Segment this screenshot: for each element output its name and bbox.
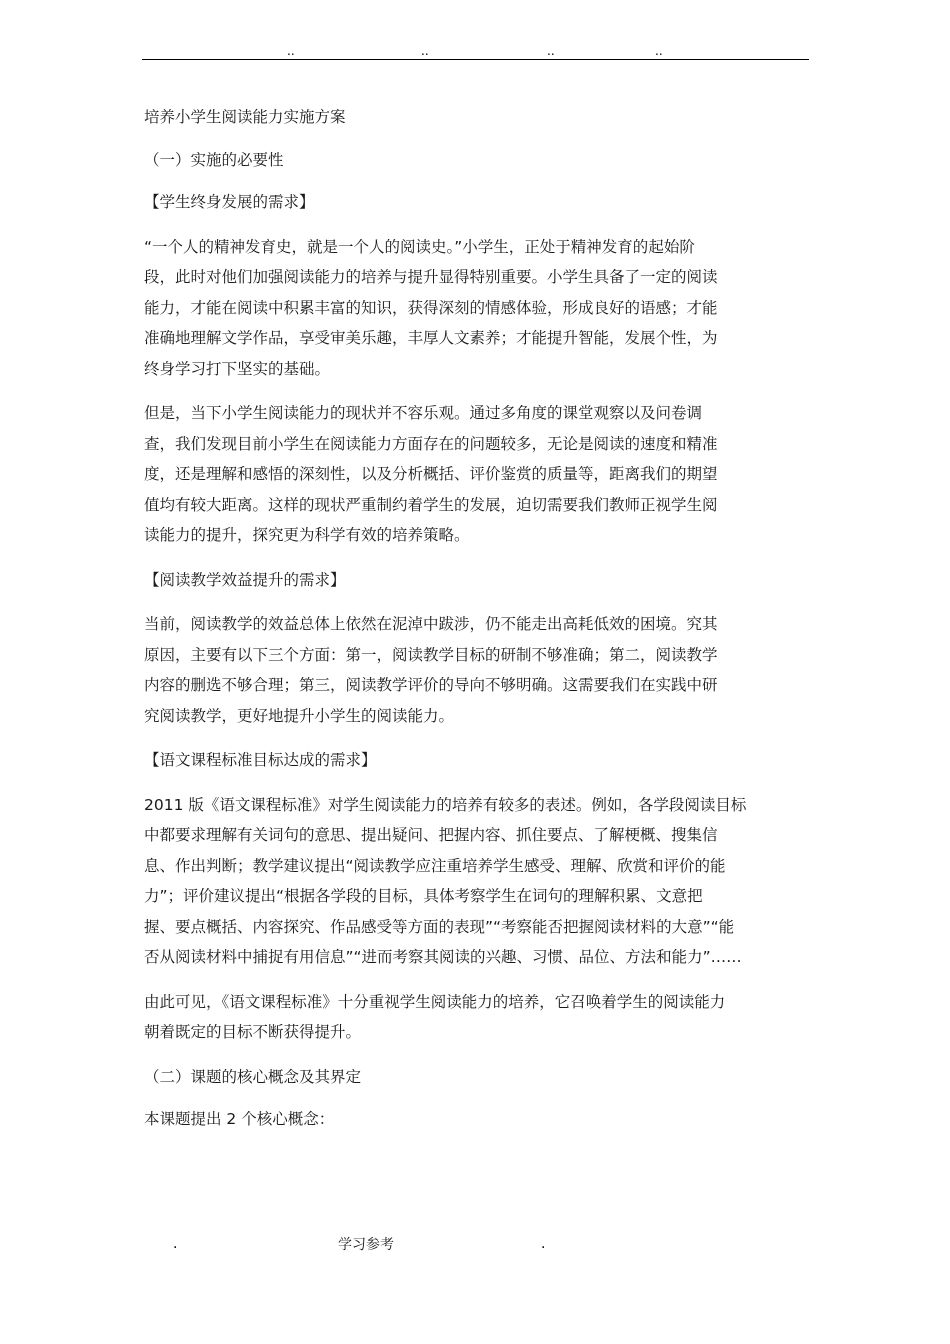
paragraph-current-status bbox=[144, 398, 808, 551]
paragraph-line: 中都要求理解有关词句的意思、提出疑问、把握内容、抓住要点、了解梗概、搜集信 bbox=[144, 826, 718, 844]
footer-label: 学习参考 bbox=[338, 1237, 394, 1253]
paragraph-teaching-efficiency bbox=[144, 609, 808, 731]
paragraph-line: 握、要点概括、内容探究、作品感受等方面的表现”“考察能否把握阅读材料的大意”“能 bbox=[144, 917, 735, 936]
paragraph-line: 本课题提出 2 个核心概念： bbox=[144, 1110, 335, 1128]
paragraph-curriculum-standard bbox=[144, 790, 808, 973]
paragraph-core-concepts bbox=[144, 1104, 808, 1135]
footer-right-mark: . bbox=[541, 1236, 546, 1252]
section-heading-core-concepts: （二）课题的核心概念及其界定 bbox=[144, 1067, 362, 1086]
paragraph-line: 2011 版《语文课程标准》对学生阅读能力的培养有较多的表述。例如，各学段阅读目标 bbox=[144, 795, 747, 814]
paragraph-line: 准确地理解文学作品，享受审美乐趣，丰厚人文素养；才能提升智能，发展个性，为 bbox=[144, 329, 718, 347]
paragraph-line: 息、作出判断；教学建议提出“阅读教学应注重培养学生感受、理解、欣赏和评价的能 bbox=[144, 856, 726, 875]
paragraph-line: 段，此时对他们加强阅读能力的培养与提升显得特别重要。小学生具备了一定的阅读 bbox=[144, 268, 718, 286]
subheading-teaching-efficiency: 【阅读教学效益提升的需求】 bbox=[144, 570, 346, 589]
paragraph-line: 朝着既定的目标不断获得提升。 bbox=[144, 1023, 362, 1041]
paragraph-line: “一个人的精神发育史，就是一个人的阅读史。”小学生，正处于精神发育的起始阶 bbox=[144, 237, 695, 256]
paragraph-line: 原因，主要有以下三个方面：第一，阅读教学目标的研制不够准确；第二，阅读教学 bbox=[144, 645, 718, 664]
section-heading-necessity: （一）实施的必要性 bbox=[144, 150, 284, 169]
paragraph-line: 究阅读教学，更好地提升小学生的阅读能力。 bbox=[144, 706, 455, 725]
document-title: 培养小学生阅读能力实施方案 bbox=[144, 108, 346, 126]
document-body bbox=[144, 102, 808, 1149]
paragraph-line: 内容的删选不够合理；第三，阅读教学评价的导向不够明确。这需要我们在实践中研 bbox=[144, 676, 718, 694]
header-mark-2: .. bbox=[421, 44, 429, 58]
header-mark-1: .. bbox=[287, 44, 295, 58]
footer-left-mark: . bbox=[173, 1236, 178, 1252]
paragraph-line: 度，还是理解和感悟的深刻性，以及分析概括、评价鉴赏的质量等，距离我们的期望 bbox=[144, 465, 718, 483]
header-rule bbox=[142, 59, 809, 60]
paragraph-line: 但是，当下小学生阅读能力的现状并不容乐观。通过多角度的课堂观察以及问卷调 bbox=[144, 404, 703, 422]
paragraph-line: 读能力的提升，探究更为科学有效的培养策略。 bbox=[144, 526, 470, 544]
paragraph-line: 能力，才能在阅读中积累丰富的知识，获得深刻的情感体验，形成良好的语感；才能 bbox=[144, 298, 718, 317]
paragraph-line: 终身学习打下坚实的基础。 bbox=[144, 359, 331, 378]
paragraph-conclusion bbox=[144, 987, 808, 1048]
paragraph-line: 当前，阅读教学的效益总体上依然在泥淖中跋涉，仍不能走出高耗低效的困境。究其 bbox=[144, 615, 718, 633]
header-mark-3: .. bbox=[547, 44, 555, 58]
subheading-lifelong-development: 【学生终身发展的需求】 bbox=[144, 193, 315, 211]
subheading-curriculum-standard: 【语文课程标准目标达成的需求】 bbox=[144, 751, 377, 769]
paragraph-reading-history bbox=[144, 232, 808, 385]
paragraph-line: 由此可见，《语文课程标准》十分重视学生阅读能力的培养，它召唤着学生的阅读能力 bbox=[144, 992, 726, 1011]
header-mark-4: .. bbox=[655, 44, 663, 58]
paragraph-line: 查，我们发现目前小学生在阅读能力方面存在的问题较多，无论是阅读的速度和精准 bbox=[144, 434, 718, 453]
paragraph-line: 值均有较大距离。这样的现状严重制约着学生的发展，迫切需要我们教师正视学生阅 bbox=[144, 495, 718, 514]
paragraph-line: 力”；评价建议提出“根据各学段的目标，具体考察学生在词句的理解积累、文意把 bbox=[144, 887, 703, 905]
paragraph-line: 否从阅读材料中捕捉有用信息”“进而考察其阅读的兴趣、习惯、品位、方法和能力”…… bbox=[144, 948, 742, 966]
